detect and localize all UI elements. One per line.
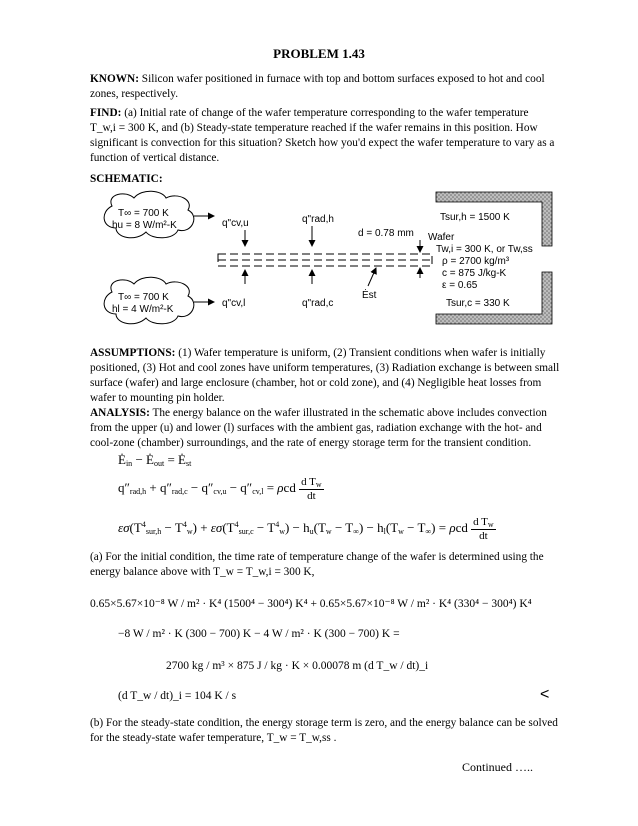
equation-numeric-2: −8 W / m² · K (300 − 700) K − 4 W / m² · K (300 − 700) K = [118, 628, 400, 640]
top-zone-temp: T∞ = 700 K [118, 208, 169, 219]
equation-numeric-3: 2700 kg / m³ × 875 J / kg · K × 0.00078 m (d T_w / dt)_i [166, 660, 429, 672]
rho-label: ρ = 2700 kg/m³ [442, 256, 510, 267]
q-cv-l-label: q"cv,l [222, 298, 246, 309]
equation-flux-balance: $q''_{rad,h} + q''_{rad,c} - q''_{cv,u} - q''_{cv,l} = \rho cd$ $\frac{d T_w}{dt}$ [118, 476, 322, 502]
q-rad-h-label: q"rad,h [302, 214, 334, 225]
part-b-text: (b) For the steady-state condition, the energy storage term is zero, and the energy balance can be solved for the steady-state wafer temperature, T_w = T_w,ss . [90, 717, 558, 744]
energy-storage-label: Ėst [362, 290, 377, 301]
assumptions-text: (1) Wafer temperature is uniform, (2) Transient conditions when wafer is initially positioned, (3) Hot and cool zones have uniform temperatures, (3) Radiation exchange is between small surface (wafer) and large enclosure (chamber, hot or cold zone), and (4) Negligible heat losses from wafer to mounting pin holder. [90, 347, 560, 404]
q-rad-c-label: q"rad,c [302, 298, 334, 309]
q-cv-u-label: q"cv,u [222, 218, 249, 229]
continued-footer: Continued ….. [462, 760, 533, 774]
find-label: FIND: [90, 107, 122, 119]
top-zone-h: hu = 8 W/m²-K [112, 220, 177, 231]
c-label: c = 875 J/kg-K [442, 268, 507, 279]
equation-energy-balance: $Ė_{in}$ − $Ė_{out}$ = $Ė_{st}$ [118, 452, 192, 468]
equation-expanded: $\varepsilon\sigma(T^4_{sur,h} - T^4_w) + \varepsilon\sigma(T^4_{sur,c} - T^4_w) - h_u(T_w - T_\infty) - h_l(T_w - T_\infty) = \rho cd$ $\frac{d T_w}{dt}$ [118, 516, 494, 542]
wafer-label: Wafer [428, 232, 455, 243]
eps-label: ε = 0.65 [442, 280, 478, 291]
analysis-section [90, 406, 560, 451]
twi-label: Tw,i = 300 K, or Tw,ss [436, 244, 533, 255]
bottom-zone-h: hl = 4 W/m²-K [112, 304, 174, 315]
equation-numeric-1: 0.65×5.67×10⁻⁸ W / m² · K⁴ (1500⁴ − 300⁴) K⁴ + 0.65×5.67×10⁻⁸ W / m² · K⁴ (330⁴ − 300⁴) K⁴ [90, 598, 532, 610]
find-text-b: T_w,i = 300 K, and (b) Steady-state temperature reached if the wafer remains in this position. How [90, 122, 538, 134]
analysis-label: ANALYSIS: [90, 407, 150, 419]
tsur-h-label: Tsur,h = 1500 K [440, 212, 510, 223]
known-label: KNOWN: [90, 73, 139, 85]
tsur-c-label: Tsur,c = 330 K [446, 298, 510, 309]
analysis-text: The energy balance on the wafer illustrated in the schematic above includes convection from the upper (u) and lower (l) surfaces with the ambient gas, radiation exchange with the hot- and cool-zone (chamber) surroundings, and the rate of energy storage term for the transient condition. [90, 407, 547, 449]
schematic-diagram [90, 186, 560, 338]
thickness-label: d = 0.78 mm [358, 228, 414, 239]
find-section [90, 106, 560, 166]
assumptions-section [90, 346, 560, 406]
schematic-label: SCHEMATIC: [90, 173, 163, 185]
result-marker: < [540, 686, 550, 703]
known-section [90, 72, 560, 102]
find-text-c: significant is convection for this situation? Sketch how you'd expect the wafer temperature to vary as a function of vertical distance. [90, 137, 555, 164]
equation-result: (d T_w / dt)_i = 104 K / s [118, 690, 237, 702]
assumptions-label: ASSUMPTIONS: [90, 347, 176, 359]
part-a-text: (a) For the initial condition, the time rate of temperature change of the wafer is determined using the energy balance above with T_w = T_w,i = 300 K, [90, 551, 544, 578]
known-text: Silicon wafer positioned in furnace with top and bottom surfaces exposed to hot and cool zones, respectively. [90, 73, 545, 100]
find-text-a: (a) Initial rate of change of the wafer temperature corresponding to the wafer temperature [124, 107, 529, 119]
bottom-zone-temp: T∞ = 700 K [118, 292, 169, 303]
page-title: PROBLEM 1.43 [273, 46, 365, 61]
